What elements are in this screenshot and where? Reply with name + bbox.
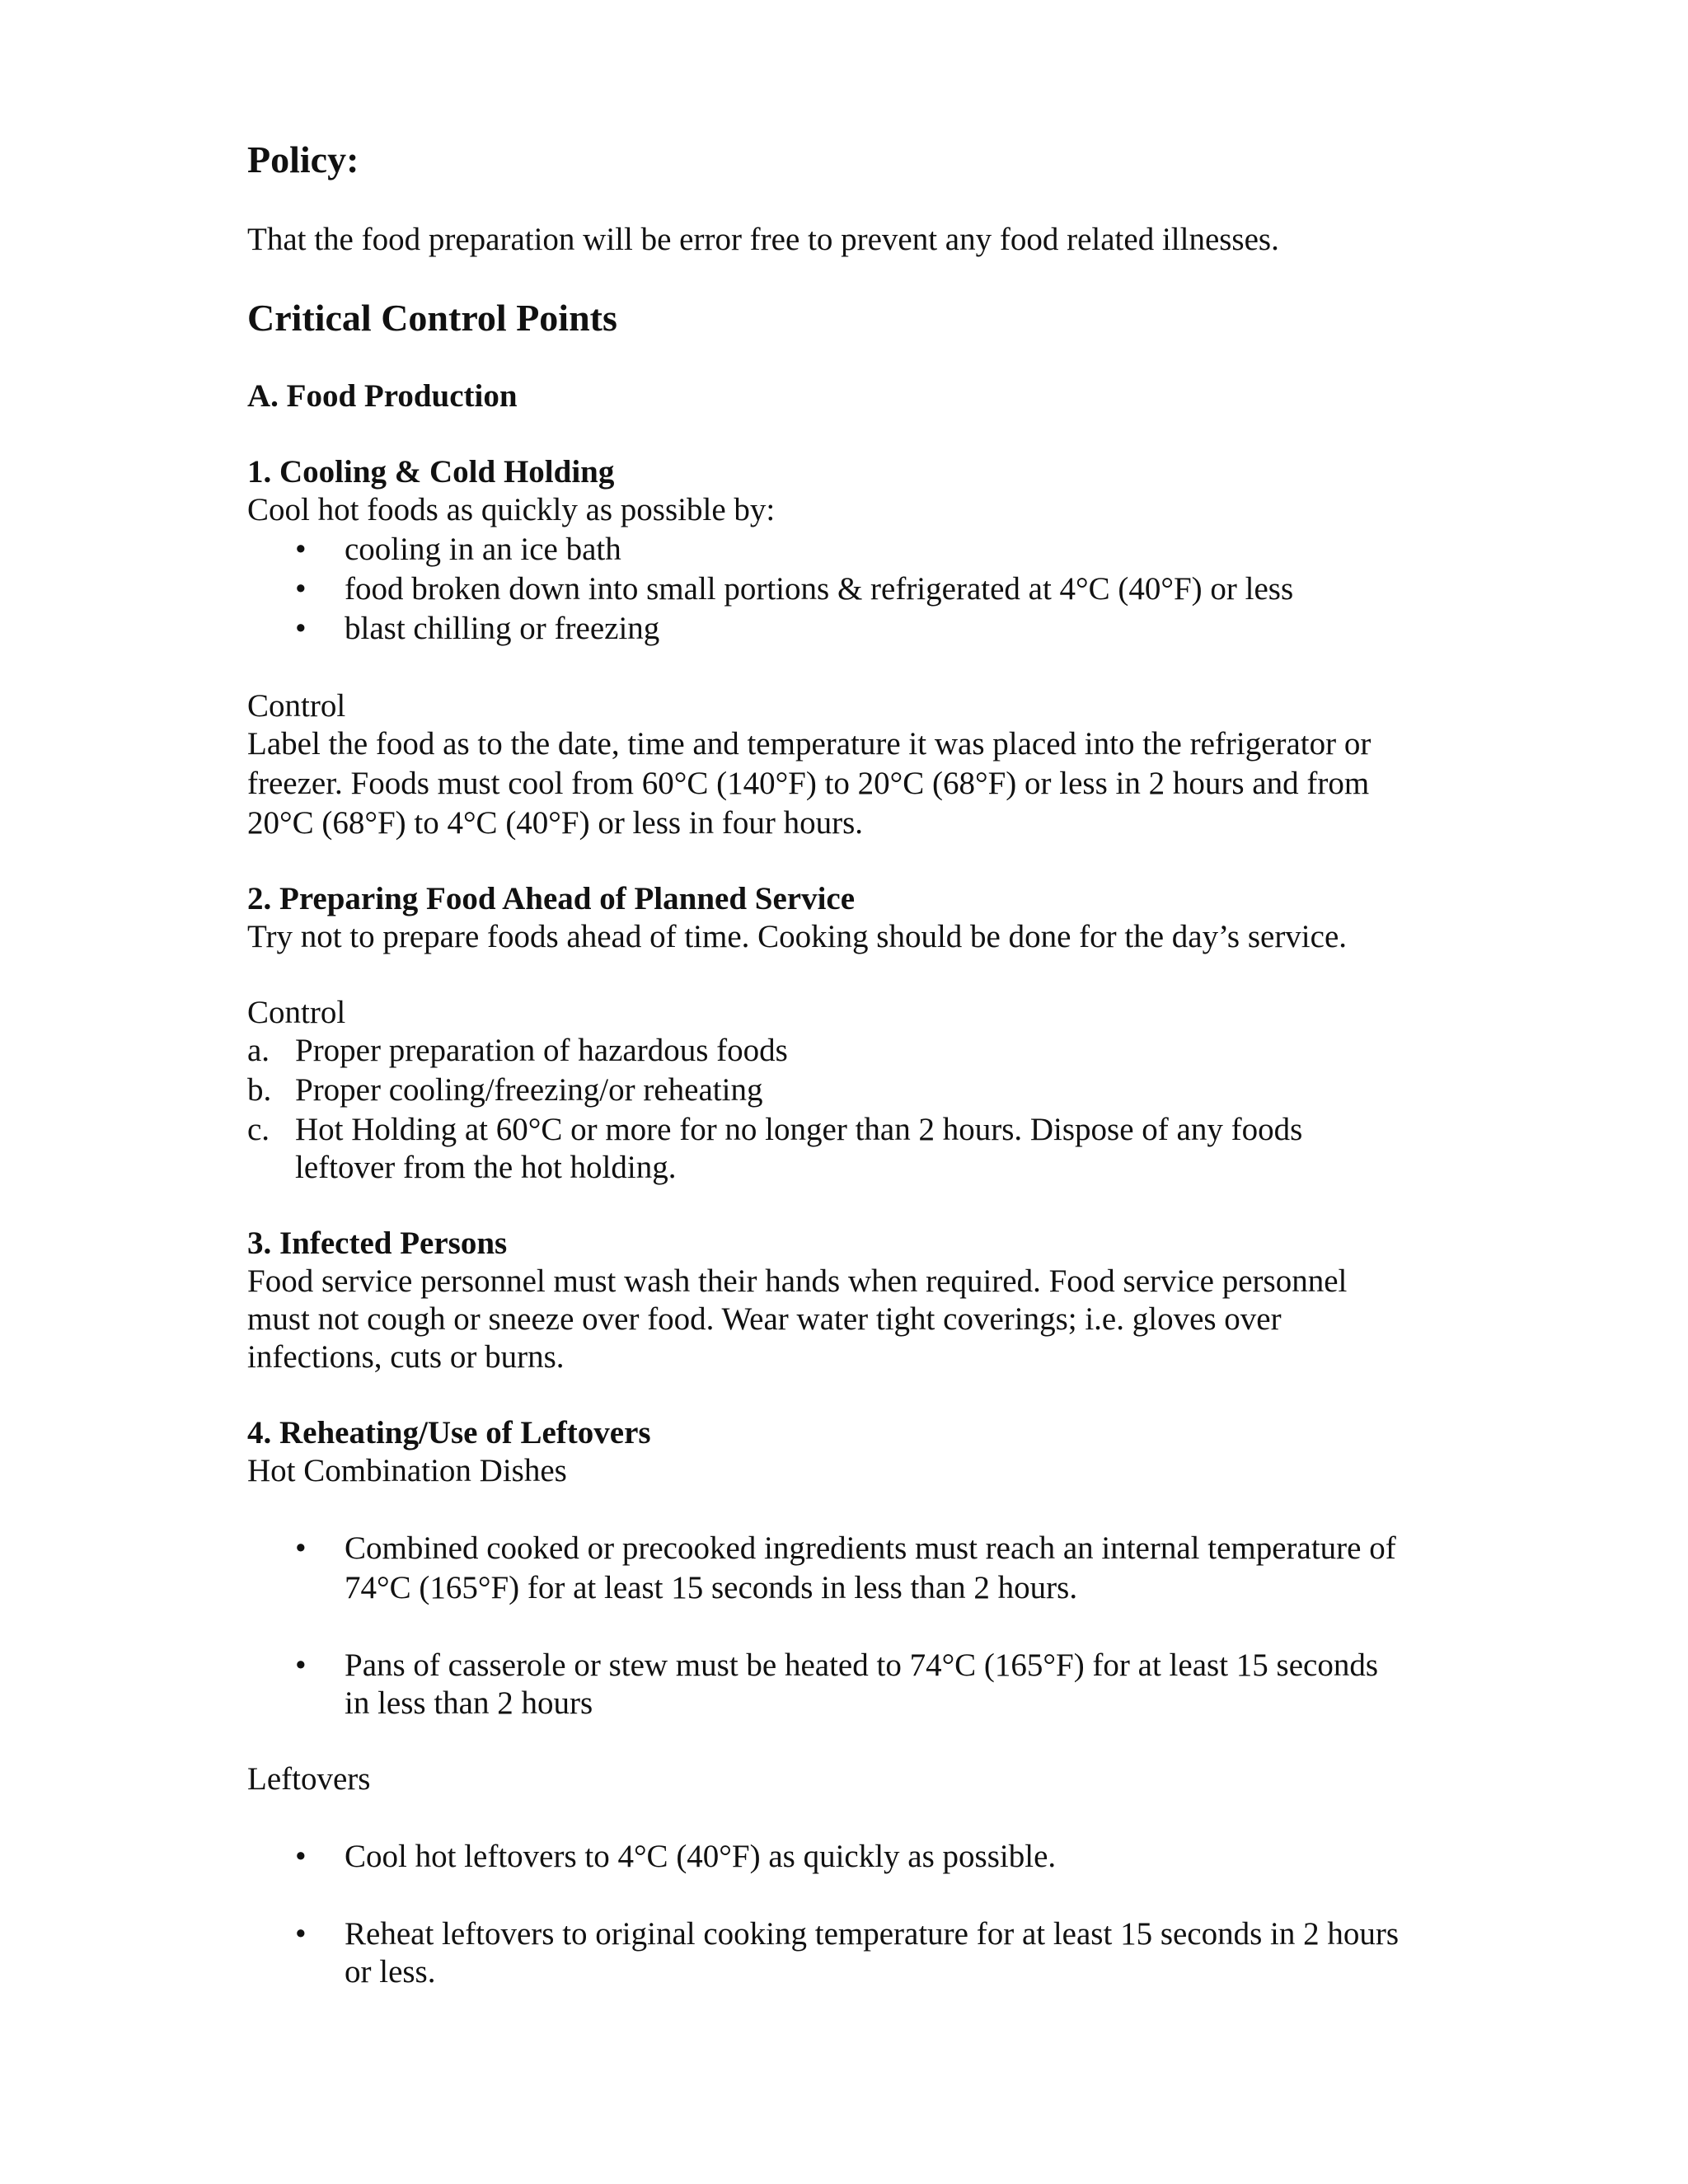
s1-control-line: 20°C (68°F) to 4°C (40°F) or less in four hours.: [247, 805, 864, 841]
s1-title: 1. Cooling & Cold Holding: [247, 454, 615, 490]
policy-heading: Policy:: [247, 138, 359, 180]
s4-sub-leftovers: Leftovers: [247, 1761, 371, 1797]
bullet-icon: •: [295, 611, 307, 646]
s2-control-label: Control: [247, 995, 346, 1030]
s2-intro: Try not to prepare foods ahead of time. Cooking should be done for the day’s service.: [247, 919, 1348, 954]
s1-intro: Cool hot foods as quickly as possible by:: [247, 492, 776, 527]
s3-line: must not cough or sneeze over food. Wear water tight coverings; i.e. gloves over: [247, 1301, 1282, 1337]
s3-line: Food service personnel must wash their hands when required. Food service personnel: [247, 1263, 1348, 1299]
ccp-heading: Critical Control Points: [247, 297, 617, 339]
bullet-icon: •: [295, 1530, 307, 1566]
s1-control-line: freezer. Foods must cool from 60°C (140°F) to 20°C (68°F) or less in 2 hours and from: [247, 766, 1370, 801]
section-a-heading: A. Food Production: [247, 378, 518, 414]
s1-control-line: Label the food as to the date, time and temperature it was placed into the refrigerator or: [247, 726, 1372, 762]
bullet-icon: •: [295, 1916, 307, 1952]
s4-sub-hot-combination: Hot Combination Dishes: [247, 1453, 567, 1488]
bullet-icon: •: [295, 571, 307, 607]
bullet-icon: •: [295, 1647, 307, 1683]
s1-control-label: Control: [247, 688, 346, 724]
s2-title: 2. Preparing Food Ahead of Planned Service: [247, 881, 856, 916]
bullet-icon: •: [295, 1839, 307, 1874]
s4-title: 4. Reheating/Use of Leftovers: [247, 1415, 651, 1451]
policy-text: That the food preparation will be error free to prevent any food related illnesses.: [247, 222, 1279, 257]
s3-line: infections, cuts or burns.: [247, 1339, 565, 1375]
bullet-icon: •: [295, 532, 307, 567]
s3-title: 3. Infected Persons: [247, 1226, 508, 1261]
